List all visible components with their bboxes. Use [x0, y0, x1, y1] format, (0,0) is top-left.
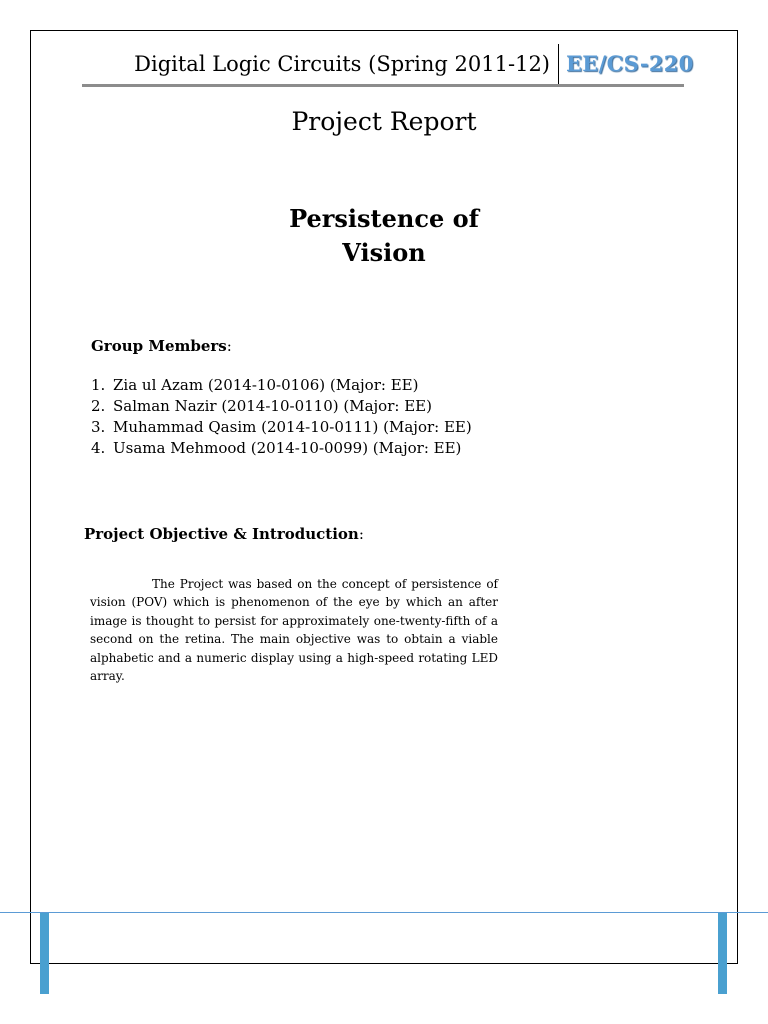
page-border: [30, 30, 738, 964]
objective-heading: [84, 523, 364, 545]
footer-rule: [0, 912, 768, 913]
group-members-heading-text: Group Members: [91, 337, 227, 355]
list-number: 2.: [91, 397, 106, 415]
objective-heading-text: Project Objective & Introduction: [84, 525, 359, 543]
list-item: [91, 438, 472, 459]
project-title: [0, 202, 768, 270]
course-title: Digital Logic Circuits (Spring 2011-12): [134, 52, 550, 76]
project-title-line-1: Persistence of: [289, 204, 479, 233]
objective-paragraph: The Project was based on the concept of persistence of vision (POV) which is phenomenon of the eye by which an after image is thought to persist for approximately one-twenty-fifth of a second on the retina. The main objective was to obtain a viable alphabetic and a numeric display using a high-speed rotating LED array.: [90, 577, 498, 684]
list-number: 1.: [91, 376, 106, 394]
list-number: 4.: [91, 439, 106, 457]
member-name: Muhammad Qasim (2014-10-0111) (Major: EE): [113, 418, 472, 436]
list-item: [91, 375, 472, 396]
objective-heading-colon: :: [358, 525, 364, 543]
list-item: [91, 396, 472, 417]
footer-bar-right: [718, 913, 727, 994]
member-name: Salman Nazir (2014-10-0110) (Major: EE): [113, 397, 432, 415]
header-separator: [558, 44, 559, 84]
document-type: Project Report: [291, 107, 477, 136]
member-name: Usama Mehmood (2014-10-0099) (Major: EE): [113, 439, 462, 457]
header-rule: [82, 84, 684, 87]
group-members-heading: [91, 335, 232, 357]
group-members-heading-colon: :: [226, 337, 232, 355]
member-list: [91, 375, 472, 459]
footer-bar-left: [40, 913, 49, 994]
course-code: EE/CS-220: [566, 51, 694, 76]
project-title-line-2: Vision: [342, 238, 426, 267]
list-item: [91, 417, 472, 438]
member-name: Zia ul Azam (2014-10-0106) (Major: EE): [113, 376, 419, 394]
list-number: 3.: [91, 418, 106, 436]
